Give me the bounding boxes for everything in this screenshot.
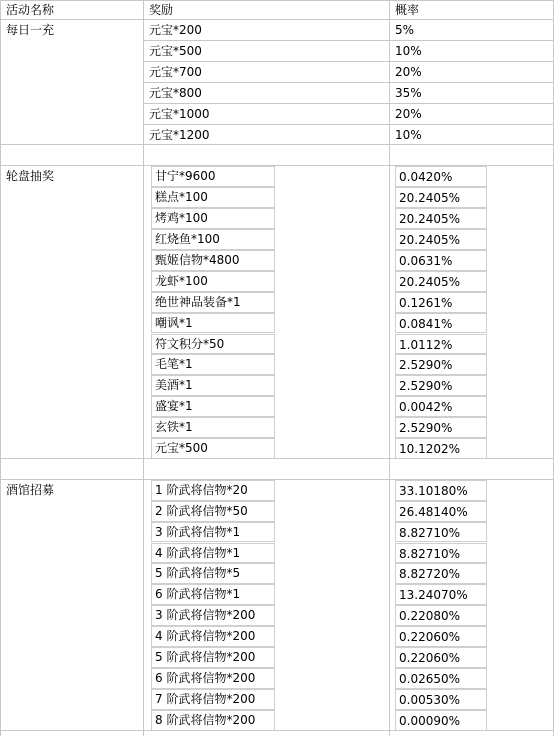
- reward-text: 甄姬信物*4800: [155, 252, 240, 267]
- grid-line-vertical: [143, 0, 144, 736]
- grid-line-horizontal: [143, 61, 554, 62]
- probability-text: 10%: [395, 127, 422, 142]
- grid-line-horizontal: [143, 40, 554, 41]
- section-name: 每日一充: [6, 23, 55, 37]
- reward-text: 嘲讽*1: [155, 315, 193, 330]
- grid-line-horizontal: [0, 144, 554, 145]
- reward-text: 4 阶武将信物*200: [155, 629, 256, 644]
- grid-line-horizontal: [143, 103, 554, 104]
- reward-text: 元宝*1200: [149, 127, 210, 142]
- probability-text: 0.0631%: [399, 253, 453, 268]
- probability-text: 0.0042%: [399, 400, 453, 415]
- probability-text: 10%: [395, 43, 422, 58]
- probability-text: 0.22060%: [399, 630, 461, 645]
- grid-line-horizontal: [0, 0, 554, 1]
- probability-text: 13.24070%: [399, 588, 468, 603]
- probability-text: 0.22080%: [399, 609, 461, 624]
- grid-line-horizontal: [0, 19, 554, 20]
- grid-line-vertical: [0, 0, 1, 736]
- header-probability: 概率: [395, 3, 420, 17]
- probability-text: 5%: [395, 23, 415, 37]
- reward-text: 5 阶武将信物*5: [155, 566, 241, 581]
- probability-text: 0.22060%: [399, 651, 461, 665]
- probability-text: 20%: [395, 106, 422, 121]
- reward-text: 4 阶武将信物*1: [155, 545, 241, 560]
- probability-text: 20.2405%: [399, 212, 461, 227]
- probability-text: 0.0420%: [399, 170, 453, 185]
- grid-line-horizontal: [0, 458, 554, 459]
- reward-text: 烤鸡*100: [155, 211, 208, 226]
- probability-text: 1.0112%: [399, 337, 453, 352]
- probability-text: 0.0841%: [399, 316, 453, 331]
- probability-text: 8.82710%: [399, 546, 461, 561]
- reward-text: 3 阶武将信物*1: [155, 524, 241, 539]
- probability-text: 20.2405%: [399, 233, 461, 247]
- section-name: 酒馆招募: [6, 482, 55, 497]
- reward-text: 5 阶武将信物*200: [155, 650, 256, 664]
- probability-text: 33.10180%: [399, 483, 468, 498]
- reward-text: 玄铁*1: [155, 420, 193, 435]
- reward-text: 符文积分*50: [155, 336, 225, 351]
- reward-text: 1 阶武将信物*20: [155, 482, 248, 497]
- probability-text: 0.1261%: [399, 295, 453, 310]
- reward-text: 红烧鱼*100: [155, 232, 220, 246]
- reward-text: 元宝*200: [149, 23, 202, 37]
- reward-text: 8 阶武将信物*200: [155, 712, 256, 727]
- reward-text: 毛笔*1: [155, 357, 193, 372]
- reward-text: 元宝*500: [155, 441, 208, 455]
- header-activity-name: 活动名称: [6, 3, 55, 17]
- probability-text: 8.82720%: [399, 567, 461, 582]
- reward-text: 元宝*800: [149, 85, 202, 100]
- grid-line-horizontal: [143, 82, 554, 83]
- reward-text: 美酒*1: [155, 378, 193, 393]
- probability-text: 35%: [395, 85, 422, 100]
- reward-text: 龙虾*100: [155, 273, 208, 288]
- reward-text: 元宝*1000: [149, 106, 210, 121]
- reward-text: 甘宁*9600: [155, 169, 216, 184]
- probability-text: 0.02650%: [399, 671, 461, 686]
- reward-text: 元宝*700: [149, 64, 202, 79]
- probability-text: 2.5290%: [399, 421, 453, 436]
- probability-text: 2.5290%: [399, 358, 453, 373]
- reward-text: 糕点*100: [155, 190, 208, 205]
- section-name: 轮盘抽奖: [6, 169, 55, 184]
- probability-text: 26.48140%: [399, 504, 468, 519]
- probability-text: 8.82710%: [399, 525, 461, 540]
- probability-text: 20.2405%: [399, 274, 461, 289]
- reward-text: 6 阶武将信物*200: [155, 670, 256, 685]
- reward-text: 绝世神品装备*1: [155, 294, 241, 309]
- grid-line-horizontal: [0, 730, 554, 731]
- probability-text: 20%: [395, 64, 422, 79]
- probability-text: 10.1202%: [399, 442, 461, 456]
- probability-text: 2.5290%: [399, 379, 453, 394]
- probability-text: 20.2405%: [399, 191, 461, 206]
- reward-text: 7 阶武将信物*200: [155, 691, 256, 706]
- header-reward: 奖励: [149, 3, 174, 17]
- reward-text: 6 阶武将信物*1: [155, 587, 241, 602]
- grid-line-horizontal: [143, 124, 554, 125]
- probability-text: 0.00090%: [399, 713, 461, 728]
- reward-text: 盛宴*1: [155, 399, 193, 414]
- reward-text: 2 阶武将信物*50: [155, 503, 248, 518]
- grid-line-vertical: [389, 0, 390, 736]
- reward-text: 元宝*500: [149, 43, 202, 58]
- probability-text: 0.00530%: [399, 692, 461, 707]
- reward-text: 3 阶武将信物*200: [155, 608, 256, 623]
